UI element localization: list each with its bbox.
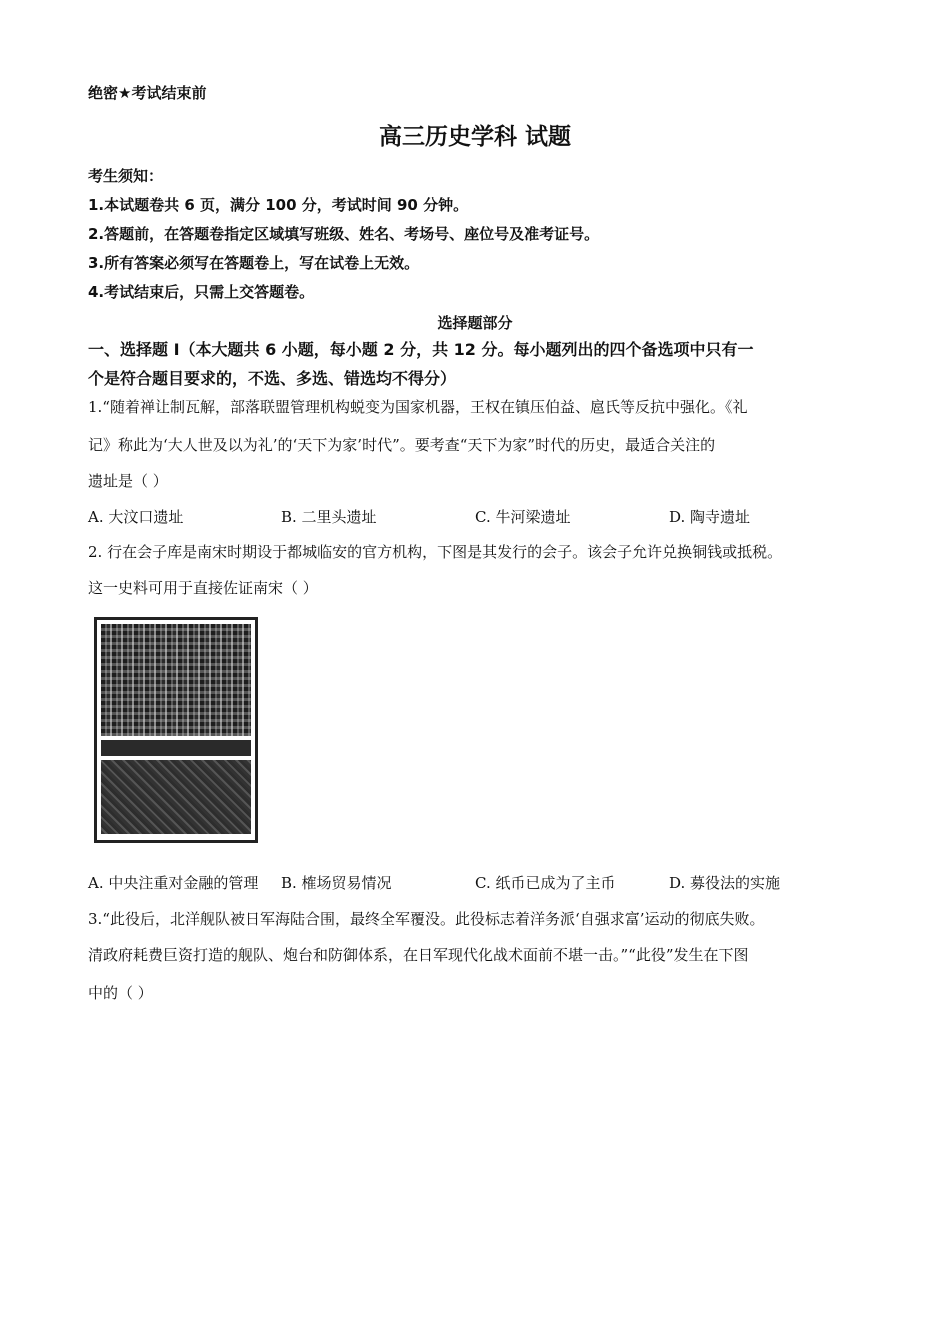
section-title: 选择题部分 (437, 314, 513, 332)
banknote-pattern (101, 760, 251, 834)
huizi-banknote-image (94, 617, 258, 843)
secret-label: 绝密★考试结束前 (88, 84, 207, 102)
question-1-text: 遗址是（ ） (88, 472, 168, 490)
question-1-option-a: A. 大汶口遗址 (88, 508, 184, 526)
question-1-text: 记》称此为‘大人世及以为礼’的‘天下为家’时代”。要考查“天下为家”时代的历史，最适合关注的 (88, 436, 716, 454)
question-2-text: 这一史料可用于直接佐证南宋（ ） (88, 579, 318, 597)
question-3-text: 3.“此役后，北洋舰队被日军海陆合围，最终全军覆没。此役标志着洋务派‘自强求富’运动的彻底失败。 (88, 910, 765, 928)
page-title: 高三历史学科 试题 (378, 124, 571, 150)
notice-item: 2.答题前，在答题卷指定区域填写班级、姓名、考场号、座位号及准考证号。 (88, 225, 600, 243)
question-2-option-c: C. 纸币已成为了主币 (475, 874, 616, 892)
notice-item: 4.考试结束后，只需上交答题卷。 (88, 283, 315, 301)
question-1-option-d: D. 陶寺遗址 (669, 508, 751, 526)
part1-instructions: 一、选择题 I（本大题共 6 小题，每小题 2 分，共 12 分。每小题列出的四个备选项中只有一 (88, 340, 754, 359)
part1-instructions: 个是符合题目要求的，不选、多选、错选均不得分） (88, 369, 457, 388)
banknote-text-block (101, 624, 251, 736)
question-2-option-b: B. 榷场贸易情况 (281, 874, 392, 892)
question-1-option-c: C. 牛河梁遗址 (475, 508, 571, 526)
notice-heading: 考生须知： (88, 167, 164, 185)
banknote-band (101, 740, 251, 756)
question-2-option-d: D. 募役法的实施 (669, 874, 781, 892)
question-1-text: 1.“随着禅让制瓦解，部落联盟管理机构蜕变为国家机器，王权在镇压伯益、扈氏等反抗中强化。《礼 (88, 398, 748, 416)
question-2-option-a: A. 中央注重对金融的管理 (88, 874, 259, 892)
question-3-text: 中的（ ） (88, 984, 153, 1002)
question-1-option-b: B. 二里头遗址 (281, 508, 377, 526)
question-3-text: 清政府耗费巨资打造的舰队、炮台和防御体系，在日军现代化战术面前不堪一击。”“此役”发生在下图 (88, 946, 749, 964)
question-2-text: 2. 行在会子库是南宋时期设于都城临安的官方机构，下图是其发行的会子。该会子允许兑换铜钱或抵税。 (88, 543, 783, 561)
notice-item: 1.本试题卷共 6 页，满分 100 分，考试时间 90 分钟。 (88, 196, 469, 214)
notice-item: 3.所有答案必须写在答题卷上，写在试卷上无效。 (88, 254, 420, 272)
